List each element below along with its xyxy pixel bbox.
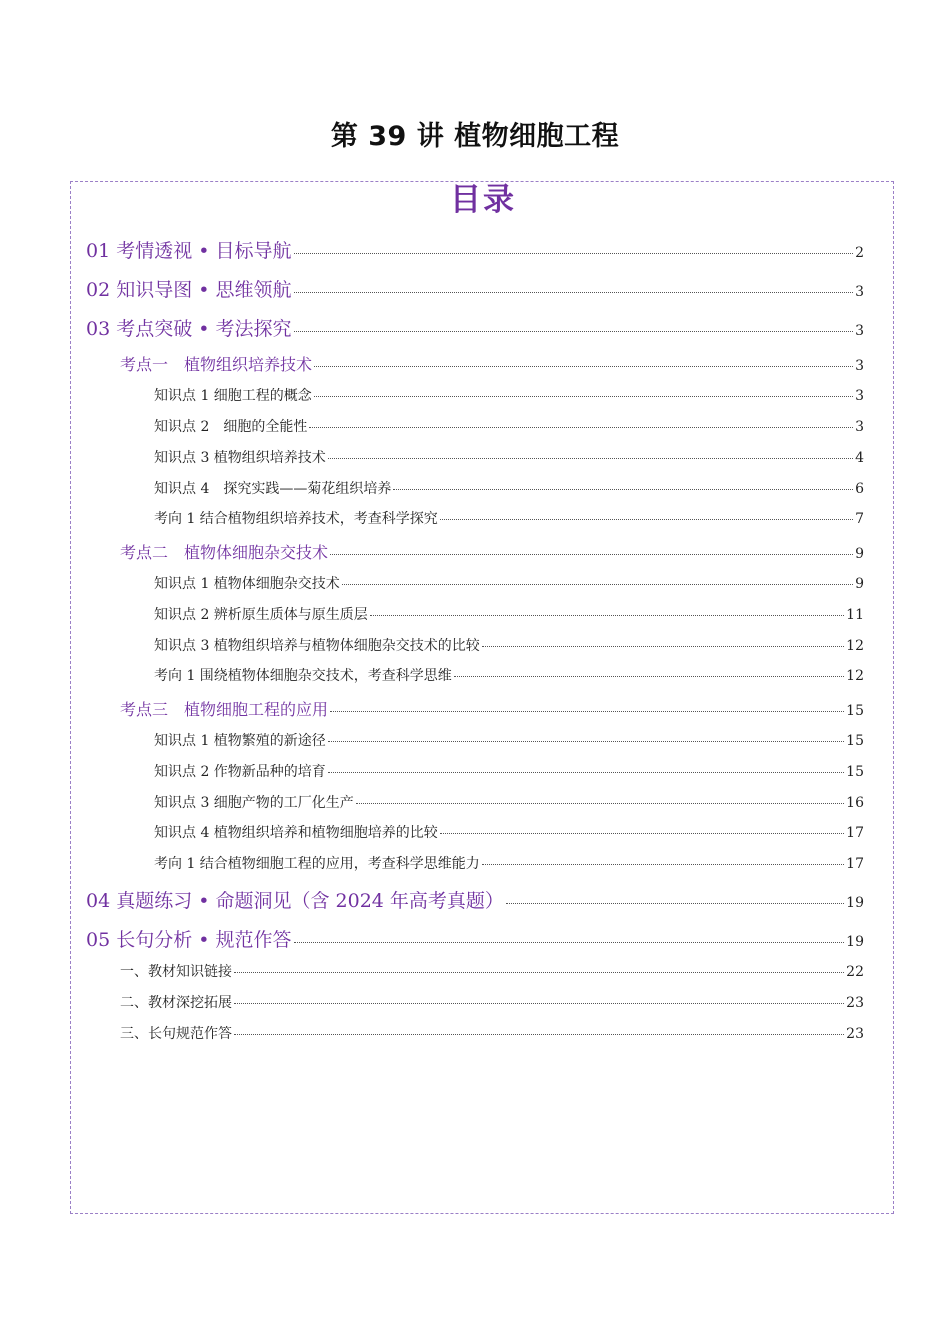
toc-entry-page: 23 — [846, 995, 864, 1011]
toc-entry-label: 03 考点突破 • 考法探究 — [86, 318, 292, 340]
toc-leader-dots — [330, 711, 844, 712]
toc-heading: 目录 — [450, 182, 516, 218]
toc-entry[interactable] — [154, 573, 864, 593]
toc-entry-label: 02 知识导图 • 思维领航 — [86, 279, 292, 301]
toc-entry-page: 19 — [846, 934, 864, 950]
toc-entry-page: 7 — [855, 511, 864, 527]
toc-entry-page: 17 — [846, 825, 864, 841]
toc-entry-page: 22 — [846, 964, 864, 980]
toc-leader-dots — [294, 292, 854, 293]
toc-leader-dots — [328, 741, 844, 742]
toc-entry-page: 15 — [846, 733, 864, 749]
toc-entry-label: 考向 1 围绕植物体细胞杂交技术，考查科学思维 — [154, 668, 452, 684]
toc-entry[interactable] — [120, 697, 864, 720]
document-title: 第 39 讲 植物细胞工程 — [330, 121, 620, 152]
toc-entry[interactable] — [120, 992, 864, 1012]
toc-entry[interactable] — [154, 730, 864, 750]
toc-entry-page: 3 — [855, 284, 864, 300]
toc-entry-label: 知识点 4 探究实践——菊花组织培养 — [154, 481, 392, 497]
toc-entry-label: 考向 1 结合植物组织培养技术，考查科学探究 — [154, 511, 438, 527]
toc-entry-page: 15 — [846, 764, 864, 780]
toc-entry-label: 05 长句分析 • 规范作答 — [86, 929, 292, 951]
toc-entry[interactable] — [120, 352, 864, 375]
toc-entry-page: 3 — [855, 388, 864, 404]
toc-entry-label: 知识点 3 细胞产物的工厂化生产 — [154, 795, 354, 811]
toc-leader-dots — [294, 331, 854, 332]
toc-entry-page: 12 — [846, 668, 864, 684]
toc-leader-dots — [440, 519, 853, 520]
toc-entry-page: 3 — [855, 419, 864, 435]
toc-entry-label: 考向 1 结合植物细胞工程的应用，考查科学思维能力 — [154, 856, 480, 872]
toc-leader-dots — [234, 972, 844, 973]
toc-entry[interactable] — [86, 236, 864, 263]
toc-leader-dots — [454, 676, 844, 677]
toc-leader-dots — [234, 1003, 844, 1004]
toc-entry[interactable] — [154, 761, 864, 781]
toc-entry[interactable] — [154, 447, 864, 467]
toc-entry-label: 考点二 植物体细胞杂交技术 — [120, 543, 329, 562]
toc-entry-label: 知识点 2 辨析原生质体与原生质层 — [154, 607, 368, 623]
toc-entry[interactable] — [120, 961, 864, 981]
toc-entry-page: 9 — [855, 576, 864, 592]
toc-leader-dots — [356, 803, 844, 804]
toc-leader-dots — [314, 366, 853, 367]
toc-entry-page: 11 — [846, 607, 864, 623]
toc-entry-page: 15 — [846, 703, 864, 719]
toc-entry-page: 2 — [855, 245, 864, 261]
toc-entry-page: 23 — [846, 1026, 864, 1042]
toc-leader-dots — [330, 554, 853, 555]
toc-leader-dots — [309, 427, 853, 428]
toc-entry[interactable] — [154, 385, 864, 405]
toc-entry-label: 知识点 2 细胞的全能性 — [154, 419, 308, 435]
toc-leader-dots — [506, 903, 844, 904]
toc-entry-label: 知识点 3 植物组织培养与植物体细胞杂交技术的比较 — [154, 638, 480, 654]
toc-entry[interactable] — [154, 635, 864, 655]
toc-entry-label: 知识点 2 作物新品种的培育 — [154, 764, 326, 780]
toc-entry-page: 12 — [846, 638, 864, 654]
toc-entry[interactable] — [154, 792, 864, 812]
toc-leader-dots — [482, 864, 844, 865]
toc-entry[interactable] — [86, 925, 864, 952]
toc-leader-dots — [370, 615, 844, 616]
toc-leader-dots — [294, 942, 845, 943]
toc-leader-dots — [393, 489, 853, 490]
toc-entry-label: 考点三 植物细胞工程的应用 — [120, 700, 329, 719]
toc-entry[interactable] — [120, 1023, 864, 1043]
toc-leader-dots — [482, 646, 844, 647]
toc-entry-page: 9 — [855, 546, 864, 562]
toc-entry[interactable] — [154, 416, 864, 436]
toc-entry-label: 知识点 1 植物体细胞杂交技术 — [154, 576, 340, 592]
toc-leader-dots — [314, 396, 853, 397]
toc-entry-label: 知识点 1 细胞工程的概念 — [154, 388, 312, 404]
toc-entry-label: 二、教材深挖拓展 — [120, 995, 232, 1011]
toc-entry-label: 三、长句规范作答 — [120, 1026, 232, 1042]
toc-leader-dots — [234, 1034, 844, 1035]
toc-leader-dots — [342, 584, 853, 585]
toc-entry-page: 3 — [855, 323, 864, 339]
toc-leader-dots — [440, 833, 844, 834]
toc-entry-label: 知识点 3 植物组织培养技术 — [154, 450, 326, 466]
toc-entry[interactable] — [120, 540, 864, 563]
toc-entry[interactable] — [154, 508, 864, 528]
toc-leader-dots — [328, 458, 853, 459]
toc-entry-page: 3 — [855, 358, 864, 374]
toc-entry-label: 考点一 植物组织培养技术 — [120, 355, 313, 374]
toc-entry[interactable] — [86, 275, 864, 302]
toc-entry[interactable] — [86, 886, 864, 913]
toc-entry-page: 6 — [855, 481, 864, 497]
toc-leader-dots — [294, 253, 854, 254]
toc-entry[interactable] — [154, 478, 864, 498]
toc-entry-label: 一、教材知识链接 — [120, 964, 232, 980]
toc-entry[interactable] — [154, 822, 864, 842]
toc-entry-label: 知识点 1 植物繁殖的新途径 — [154, 733, 326, 749]
toc-entry-label: 04 真题练习 • 命题洞见（含 2024 年高考真题） — [86, 890, 504, 912]
toc-entry-page: 19 — [846, 895, 864, 911]
toc-entry[interactable] — [154, 665, 864, 685]
toc-entry-page: 4 — [855, 450, 864, 466]
toc-entry-label: 知识点 4 植物组织培养和植物细胞培养的比较 — [154, 825, 438, 841]
toc-entry-page: 17 — [846, 856, 864, 872]
toc-entry[interactable] — [154, 853, 864, 873]
toc-leader-dots — [328, 772, 844, 773]
toc-entry[interactable] — [154, 604, 864, 624]
toc-entry-label: 01 考情透视 • 目标导航 — [86, 240, 292, 262]
toc-entry-page: 16 — [846, 795, 864, 811]
toc-entry[interactable] — [86, 314, 864, 341]
